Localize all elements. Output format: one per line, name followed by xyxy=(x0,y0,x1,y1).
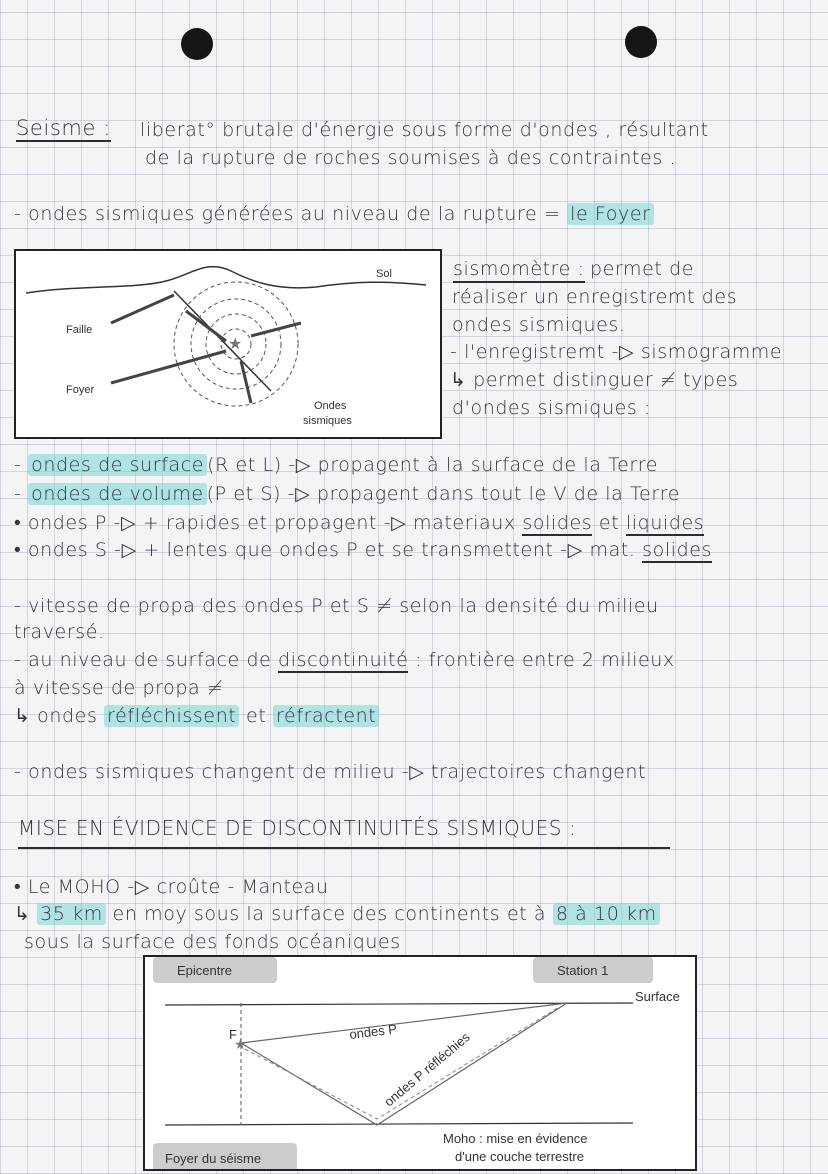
reflechissent-highlight: réfléchissent xyxy=(104,705,239,727)
reflection-text: ↳ ondes xyxy=(14,705,105,727)
label-foyer: Foyer xyxy=(66,384,95,396)
sismometre-line: ondes sismiques. xyxy=(452,314,626,336)
direct-ray xyxy=(241,1003,567,1043)
label-ondes-p-reflechies: ondes P réfléchies xyxy=(381,1029,473,1110)
reflection-line xyxy=(14,704,379,728)
foyer-line xyxy=(14,202,654,226)
s-waves-line: • ondes S -▷ + lentes que ondes P et se transmettent -▷ mat. solides xyxy=(14,539,713,561)
s-waves-text: ondes S -▷ + lentes que ondes P et se transmettent -▷ mat. xyxy=(27,539,643,561)
foyer-highlight: le Foyer xyxy=(567,203,653,225)
label-ondes: Ondes xyxy=(314,400,347,412)
binder-hole xyxy=(181,28,213,60)
continent-depth-highlight: 35 km xyxy=(37,903,106,925)
label-sol: Sol xyxy=(376,268,392,280)
label-f: F xyxy=(229,1027,237,1042)
discontinuite-term: discontinuité xyxy=(278,649,409,671)
label-ondes-p: ondes P xyxy=(348,1021,398,1042)
p-waves-line: • ondes P -▷ + rapides et propagent -▷ materiaux solides et liquides xyxy=(14,512,705,534)
label-moho-1: Moho : mise en évidence xyxy=(443,1131,588,1146)
section-heading: MISE EN ÉVIDENCE DE DISCONTINUITÉS SISMIQUES : xyxy=(18,816,577,840)
heading-underline xyxy=(18,847,670,849)
label-sismiques: sismiques xyxy=(303,415,352,427)
volume-waves-line: - ondes de volume (P et S) -▷ propagent dans tout le V de la Terre xyxy=(14,483,681,505)
foyer-star: ★ xyxy=(234,1036,247,1052)
reflected-ray xyxy=(241,1003,567,1125)
sismometre-line: permet de xyxy=(590,258,695,280)
p-waves-text: ondes P -▷ + rapides et propagent -▷ materiaux xyxy=(27,512,523,534)
p-et: et xyxy=(592,512,626,534)
foyer-star: ★ xyxy=(228,336,243,353)
moho-arrow: ↳ xyxy=(14,903,38,925)
refractent-highlight: réfractent xyxy=(273,705,379,727)
moho-line: sous la surface des fonds océaniques xyxy=(24,931,401,953)
moho-line-drawn xyxy=(165,1123,633,1125)
sismometre-line: - l'enregistremt -▷ sismogramme xyxy=(450,341,783,363)
diagram-seisme-svg xyxy=(16,251,440,437)
surface-waves-highlight: ondes de surface xyxy=(28,454,207,476)
arrows xyxy=(111,295,301,403)
label-surface: Surface xyxy=(635,989,680,1004)
diagram-seisme xyxy=(14,249,442,439)
foyer-text: - ondes sismiques générées au niveau de la rupture = xyxy=(14,203,568,225)
label-foyer-seisme: Foyer du séisme xyxy=(165,1151,262,1166)
vitesse-line: à vitesse de propa ≠ xyxy=(14,677,224,699)
sismometre-line: réaliser un enregistremt des xyxy=(452,286,738,308)
label-epicentre: Epicentre xyxy=(177,963,232,978)
volume-waves-highlight: ondes de volume xyxy=(28,483,207,505)
definition-line: de la rupture de roches soumises à des contraintes . xyxy=(145,147,677,169)
surface-waves-text: (R et L) -▷ propagent à la surface de la Terre xyxy=(207,454,659,476)
sismometre-line: d'ondes sismiques : xyxy=(452,397,652,419)
surface-waves-line: - ondes de surface (R et L) -▷ propagent à la surface de la Terre xyxy=(14,454,659,476)
discontinuite-line xyxy=(14,648,675,672)
fault-line xyxy=(174,291,271,391)
ground-line xyxy=(26,267,426,293)
p-solides: solides xyxy=(522,512,593,534)
et-text: et xyxy=(239,705,274,727)
label-faille: Faille xyxy=(66,324,93,336)
p-liquides: liquides xyxy=(625,512,705,534)
s-solides: solides xyxy=(642,539,713,561)
ocean-depth-highlight: 8 à 10 km xyxy=(553,903,660,925)
trajectoires-line: - ondes sismiques changent de milieu -▷ trajectoires changent xyxy=(14,761,647,783)
frontiere-text: : frontière entre 2 milieux xyxy=(408,649,675,671)
vitesse-line: - vitesse de propa des ondes P et S ≠ selon la densité du milieu xyxy=(14,595,659,617)
sismometre-line: ↳ permet distinguer ≠ types xyxy=(450,369,739,391)
definition-line: liberat° brutale d'énergie sous forme d'ondes , résultant xyxy=(140,119,709,141)
moho-line: • Le MOHO -▷ croûte - Manteau xyxy=(14,876,329,898)
binder-hole xyxy=(625,26,657,58)
diagram-moho-svg xyxy=(145,957,695,1169)
vitesse-line: traversé. xyxy=(14,621,105,643)
label-station: Station 1 xyxy=(557,963,609,978)
volume-waves-text: (P et S) -▷ propagent dans tout le V de la Terre xyxy=(206,483,681,505)
label-moho-2: d'une couche terrestre xyxy=(455,1149,584,1164)
definition-term: Seisme : xyxy=(16,116,111,140)
moho-depth-text: en moy sous la surface des continents et à xyxy=(105,903,553,925)
diagram-moho xyxy=(143,955,697,1171)
sismometre-term: sismomètre : xyxy=(453,257,585,283)
discontinuite-text: - au niveau de surface de xyxy=(14,649,279,671)
moho-depth-line xyxy=(14,902,660,926)
